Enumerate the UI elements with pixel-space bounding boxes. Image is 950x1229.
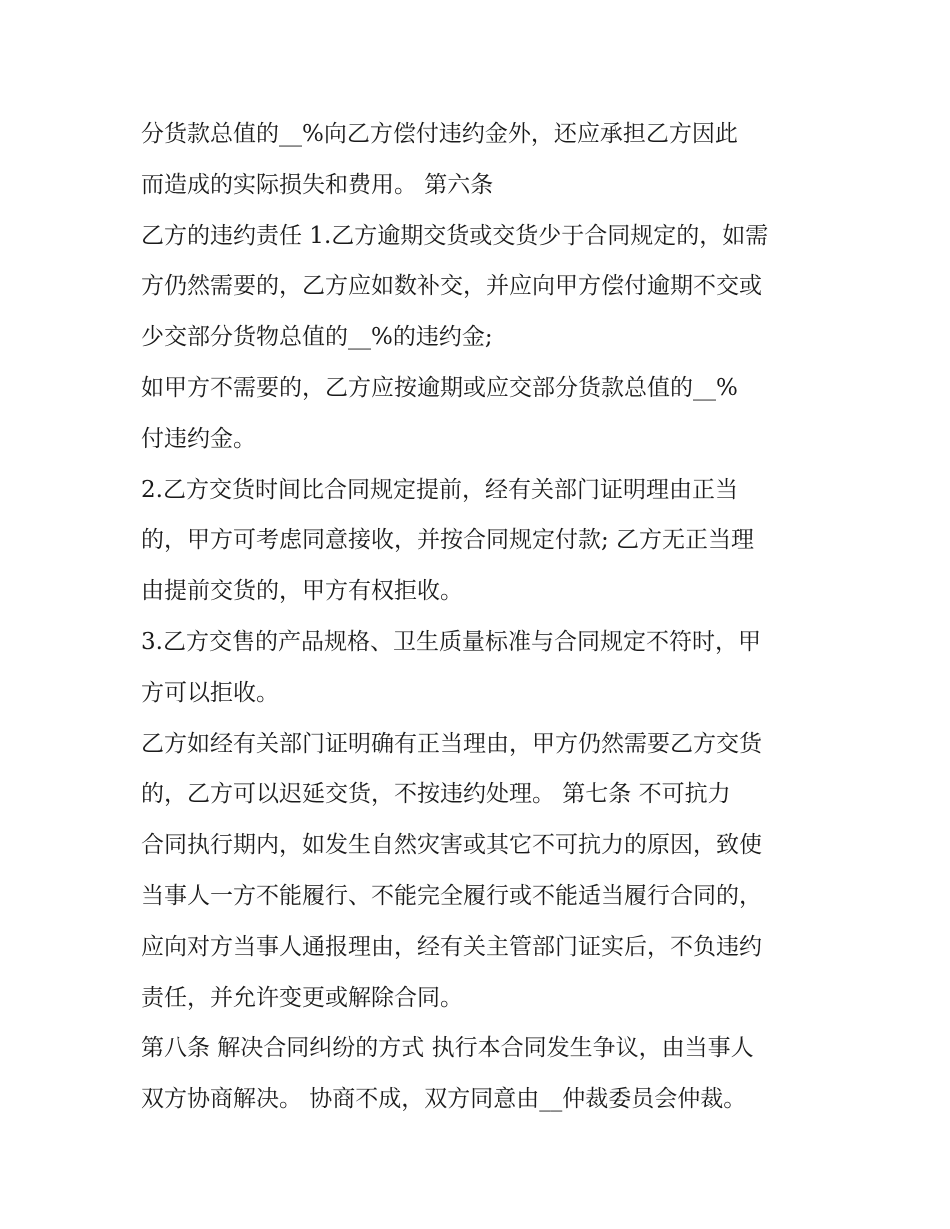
text-line: 责任，并允许变更或解除合同。: [141, 984, 463, 1011]
text-line: 乙方如经有关部门证明确有正当理由，甲方仍然需要乙方交货: [141, 730, 762, 757]
text-line: 双方协商解决。 协商不成，双方同意由__仲裁委员会仲裁。: [141, 1086, 747, 1113]
text-line: 由提前交货的，甲方有权拒收。: [141, 578, 463, 605]
text-line: 少交部分货物总值的__%的违约金;: [141, 324, 493, 351]
text-line: 合同执行期内，如发生自然灾害或其它不可抗力的原因，致使: [141, 832, 762, 859]
text-line: 的，甲方可考虑同意接收，并按合同规定付款; 乙方无正当理: [141, 527, 755, 554]
text-line: 分货款总值的__%向乙方偿付违约金外，还应承担乙方因此: [141, 121, 738, 147]
document-body: [141, 109, 831, 1125]
text-line: 第八条 解决合同纠纷的方式 执行本合同发生争议，由当事人: [141, 1035, 754, 1062]
text-line: 3.乙方交售的产品规格、卫生质量标准与合同规定不符时，甲: [141, 628, 761, 655]
text-line: 而造成的实际损失和费用。 第六条: [141, 171, 494, 198]
text-line: 当事人一方不能履行、不能完全履行或不能适当履行合同的，: [141, 882, 762, 909]
text-line: 的，乙方可以迟延交货，不按违约处理。 第七条 不可抗力: [141, 781, 731, 808]
text-line: 乙方的违约责任 1.乙方逾期交货或交货少于合同规定的，如需: [141, 222, 769, 249]
text-line: 如甲方不需要的，乙方应按逾期或应交部分货款总值的__%: [141, 374, 738, 401]
text-line: 2.乙方交货时间比合同规定提前，经有关部门证明理由正当: [141, 476, 738, 503]
text-line: 方仍然需要的，乙方应如数补交，并应向甲方偿付逾期不交或: [141, 273, 762, 300]
text-line: 应向对方当事人通报理由，经有关主管部门证实后，不负违约: [141, 933, 762, 960]
text-line: 付违约金。: [141, 425, 256, 452]
text-line: 方可以拒收。: [141, 679, 279, 706]
